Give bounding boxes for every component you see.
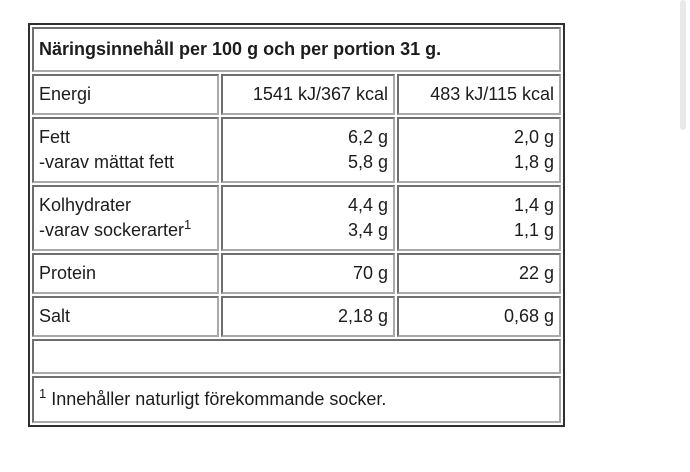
- cell-fett-per100: [221, 117, 395, 183]
- value-fett-portion: 2,0 g: [513, 127, 554, 147]
- value-energi-per100: 1541 kJ/367 kcal: [221, 74, 395, 115]
- label-varav-sockerarter: -varav sockerarter$^1$: [39, 217, 192, 240]
- label-varav-mattat-fett: -varav mättat fett: [39, 152, 175, 172]
- nutrition-table: [28, 23, 565, 427]
- empty-spacer-cell: [32, 339, 561, 374]
- cell-kolhydrater-per100: [221, 185, 395, 251]
- footnote-text: Innehåller naturligt förekommande socker.: [51, 389, 387, 409]
- cell-fett-portion: [397, 117, 561, 183]
- cell-label-kolhydrater: [32, 185, 219, 251]
- table-title: Näringsinnehåll per 100 g och per portion 31 g.: [32, 27, 561, 72]
- value-mattat-fett-portion: 1,8 g: [513, 152, 554, 172]
- value-energi-portion: 483 kJ/115 kcal: [397, 74, 561, 115]
- label-energi: Energi: [32, 74, 219, 115]
- value-sockerarter-per100: 3,4 g: [347, 220, 388, 240]
- row-kolhydrater: [32, 185, 561, 251]
- row-fett: [32, 117, 561, 183]
- value-protein-portion: 22 g: [397, 253, 561, 294]
- table-title-row: [32, 27, 561, 72]
- cell-label-fett: [32, 117, 219, 183]
- footnote-cell: [32, 376, 561, 423]
- scrollbar-thumb[interactable]: [680, 0, 686, 130]
- row-salt: [32, 296, 561, 337]
- footnote-marker: 1: [39, 386, 47, 401]
- label-protein: Protein: [32, 253, 219, 294]
- label-kolhydrater: Kolhydrater: [39, 195, 132, 215]
- row-protein: [32, 253, 561, 294]
- value-salt-per100: 2,18 g: [221, 296, 395, 337]
- label-fett: Fett: [39, 127, 71, 147]
- footnote-reference: 1: [184, 217, 192, 232]
- value-mattat-fett-per100: 5,8 g: [347, 152, 388, 172]
- value-kolhydrater-portion: 1,4 g: [513, 195, 554, 215]
- row-empty: [32, 339, 561, 374]
- value-kolhydrater-per100: 4,4 g: [347, 195, 388, 215]
- value-salt-portion: 0,68 g: [397, 296, 561, 337]
- row-energi: [32, 74, 561, 115]
- value-fett-per100: 6,2 g: [347, 127, 388, 147]
- cell-kolhydrater-portion: [397, 185, 561, 251]
- value-protein-per100: 70 g: [221, 253, 395, 294]
- value-sockerarter-portion: 1,1 g: [513, 220, 554, 240]
- row-footnote: [32, 376, 561, 423]
- label-salt: Salt: [32, 296, 219, 337]
